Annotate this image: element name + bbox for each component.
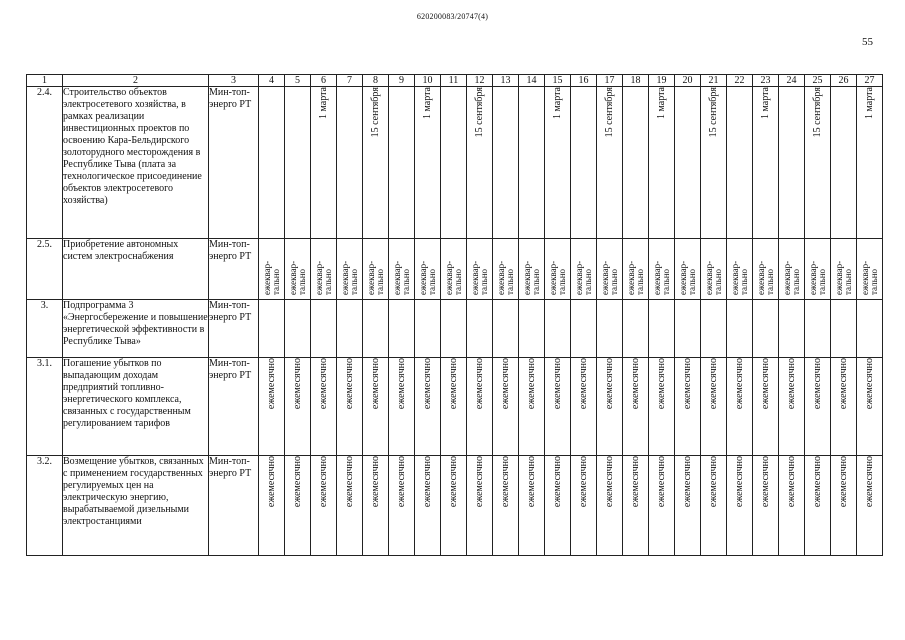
- schedule-cell: [727, 456, 753, 556]
- schedule-cell-text: ежемесячно: [707, 358, 719, 410]
- schedule-cell: [623, 456, 649, 556]
- schedule-cell: [571, 300, 597, 358]
- activity-name: Приобретение автономных систем электроснабжения: [63, 239, 209, 300]
- schedule-cell-text: ежемесячно: [421, 456, 433, 508]
- schedule-cell: [285, 456, 311, 556]
- schedule-cell: [753, 239, 779, 300]
- schedule-cell: [519, 87, 545, 239]
- schedule-cell: [597, 87, 623, 239]
- schedule-cell: [363, 358, 389, 456]
- column-number-cell: 27: [857, 75, 883, 87]
- schedule-cell: [623, 239, 649, 300]
- schedule-cell: [805, 300, 831, 358]
- schedule-cell: [857, 300, 883, 358]
- schedule-cell: [701, 300, 727, 358]
- column-number-cell: 14: [519, 75, 545, 87]
- schedule-cell-text: ежемесячно: [733, 456, 745, 508]
- schedule-cell-text: 15 сентября: [707, 87, 719, 138]
- schedule-cell-text: ежемесячно: [551, 358, 563, 410]
- schedule-cell-text: ежемесячно: [421, 358, 433, 410]
- table-row: [27, 239, 883, 300]
- schedule-cell: [545, 456, 571, 556]
- schedule-cell: [311, 358, 337, 456]
- table-row: [27, 456, 883, 556]
- schedule-cell-text: ежемесячно: [499, 456, 511, 508]
- responsible-executor: Мин-топ-энерго РТ: [209, 87, 259, 239]
- schedule-cell: [363, 300, 389, 358]
- schedule-cell: [441, 300, 467, 358]
- column-number-cell: 7: [337, 75, 363, 87]
- schedule-cell-text: ежемесячно: [811, 358, 823, 410]
- schedule-cell: [779, 456, 805, 556]
- schedule-cell: [831, 456, 857, 556]
- schedule-cell-text: ежемесячно: [551, 456, 563, 508]
- column-number-cell: 18: [623, 75, 649, 87]
- schedule-cell-text: ежеквар-тально: [599, 260, 619, 295]
- schedule-cell: [259, 456, 285, 556]
- column-number-cell: 20: [675, 75, 701, 87]
- schedule-cell-text: ежемесячно: [785, 358, 797, 410]
- schedule-cell: [467, 358, 493, 456]
- schedule-cell: [649, 358, 675, 456]
- schedule-cell: [623, 87, 649, 239]
- schedule-cell: [259, 300, 285, 358]
- schedule-cell: [727, 87, 753, 239]
- schedule-cell: [311, 300, 337, 358]
- schedule-cell: [649, 300, 675, 358]
- schedule-cell-text: ежемесячно: [603, 456, 615, 508]
- column-number-cell: 3: [209, 75, 259, 87]
- column-number-cell: 19: [649, 75, 675, 87]
- schedule-cell: [623, 358, 649, 456]
- schedule-cell-text: 15 сентября: [603, 87, 615, 138]
- column-number-cell: 13: [493, 75, 519, 87]
- schedule-cell-text: ежеквар-тально: [417, 260, 437, 295]
- schedule-cell: [545, 358, 571, 456]
- schedule-cell-text: ежемесячно: [473, 456, 485, 508]
- schedule-cell: [389, 87, 415, 239]
- schedule-cell-text: ежеквар-тально: [313, 260, 333, 295]
- schedule-cell: [675, 239, 701, 300]
- schedule-cell: [779, 87, 805, 239]
- schedule-cell-text: ежеквар-тально: [365, 260, 385, 295]
- schedule-cell: [831, 87, 857, 239]
- schedule-cell-text: 1 марта: [863, 87, 875, 119]
- schedule-cell-text: 15 сентября: [473, 87, 485, 138]
- schedule-cell: [285, 87, 311, 239]
- schedule-cell-text: ежемесячно: [759, 358, 771, 410]
- schedule-cell: [467, 87, 493, 239]
- schedule-cell: [415, 300, 441, 358]
- schedule-cell: [753, 358, 779, 456]
- schedule-cell: [259, 358, 285, 456]
- table-row: [27, 300, 883, 358]
- table-row: [27, 358, 883, 456]
- schedule-cell: [337, 87, 363, 239]
- schedule-cell-text: 1 марта: [551, 87, 563, 119]
- page-number: 55: [862, 36, 873, 48]
- activity-name: Возмещение убытков, связанных с применением государственных регулируемых цен на электрическую энергию, вырабатываемой дизельными электростанциями: [63, 456, 209, 556]
- column-number-cell: 12: [467, 75, 493, 87]
- schedule-cell-text: 15 сентября: [811, 87, 823, 138]
- schedule-cell-text: ежемесячно: [863, 456, 875, 508]
- schedule-cell: [519, 239, 545, 300]
- schedule-cell-text: ежемесячно: [525, 358, 537, 410]
- schedule-cell: [389, 358, 415, 456]
- schedule-cell: [389, 456, 415, 556]
- row-number: 2.5.: [27, 239, 63, 300]
- schedule-cell-text: ежеквар-тально: [677, 260, 697, 295]
- column-number-cell: 6: [311, 75, 337, 87]
- schedule-cell: [545, 239, 571, 300]
- schedule-cell: [701, 358, 727, 456]
- schedule-cell-text: 1 марта: [421, 87, 433, 119]
- schedule-cell-text: ежеквар-тально: [261, 260, 281, 295]
- table-header-row: [27, 75, 883, 87]
- schedule-cell-text: ежемесячно: [759, 456, 771, 508]
- schedule-cell: [415, 87, 441, 239]
- schedule-cell-text: 1 марта: [317, 87, 329, 119]
- schedule-cell: [441, 239, 467, 300]
- schedule-cell-text: ежемесячно: [291, 456, 303, 508]
- responsible-executor: Мин-топ-энерго РТ: [209, 300, 259, 358]
- schedule-cell: [623, 300, 649, 358]
- column-number-cell: 5: [285, 75, 311, 87]
- schedule-cell: [779, 300, 805, 358]
- schedule-cell-text: ежемесячно: [837, 358, 849, 410]
- schedule-cell: [493, 300, 519, 358]
- schedule-cell-text: ежеквар-тально: [573, 260, 593, 295]
- schedule-cell: [441, 87, 467, 239]
- schedule-cell-text: ежеквар-тально: [755, 260, 775, 295]
- table-row: [27, 87, 883, 239]
- schedule-cell: [675, 358, 701, 456]
- schedule-cell: [805, 456, 831, 556]
- schedule-cell: [415, 456, 441, 556]
- schedule-cell-text: ежемесячно: [577, 358, 589, 410]
- column-number-cell: 9: [389, 75, 415, 87]
- schedule-cell-text: 15 сентября: [369, 87, 381, 138]
- schedule-cell: [649, 456, 675, 556]
- schedule-cell-text: ежемесячно: [811, 456, 823, 508]
- schedule-cell-text: ежеквар-тально: [287, 260, 307, 295]
- column-number-cell: 17: [597, 75, 623, 87]
- schedule-cell: [337, 300, 363, 358]
- schedule-cell-text: ежеквар-тально: [443, 260, 463, 295]
- schedule-cell: [493, 358, 519, 456]
- schedule-cell-text: ежеквар-тально: [469, 260, 489, 295]
- schedule-cell-text: ежемесячно: [265, 456, 277, 508]
- schedule-cell: [337, 456, 363, 556]
- schedule-cell: [441, 358, 467, 456]
- schedule-cell-text: ежемесячно: [577, 456, 589, 508]
- schedule-cell: [311, 456, 337, 556]
- schedule-cell-text: ежеквар-тально: [391, 260, 411, 295]
- document-id: 620200083/20747(4): [416, 12, 489, 21]
- schedule-cell: [571, 456, 597, 556]
- schedule-cell-text: ежемесячно: [317, 456, 329, 508]
- schedule-cell: [493, 87, 519, 239]
- column-number-cell: 1: [27, 75, 63, 87]
- schedule-cell-text: ежеквар-тально: [729, 260, 749, 295]
- schedule-cell: [597, 358, 623, 456]
- schedule-cell-text: ежемесячно: [317, 358, 329, 410]
- schedule-cell: [519, 456, 545, 556]
- schedule-cell-text: ежеквар-тально: [859, 260, 879, 295]
- schedule-cell: [675, 300, 701, 358]
- column-number-cell: 4: [259, 75, 285, 87]
- responsible-executor: Мин-топ-энерго РТ: [209, 358, 259, 456]
- schedule-cell-text: 1 марта: [655, 87, 667, 119]
- schedule-cell-text: ежемесячно: [681, 358, 693, 410]
- schedule-cell: [337, 358, 363, 456]
- schedule-cell: [389, 300, 415, 358]
- schedule-cell: [727, 300, 753, 358]
- schedule-cell: [493, 456, 519, 556]
- schedule-cell: [545, 87, 571, 239]
- schedule-cell-text: ежемесячно: [343, 456, 355, 508]
- responsible-executor: Мин-топ-энерго РТ: [209, 456, 259, 556]
- schedule-cell-text: 1 марта: [759, 87, 771, 119]
- schedule-cell: [857, 87, 883, 239]
- schedule-cell-text: ежемесячно: [603, 358, 615, 410]
- schedule-cell: [831, 300, 857, 358]
- schedule-cell: [857, 239, 883, 300]
- schedule-table: [26, 74, 883, 556]
- schedule-cell-text: ежеквар-тально: [703, 260, 723, 295]
- schedule-cell: [831, 358, 857, 456]
- schedule-cell: [285, 358, 311, 456]
- column-number-cell: 24: [779, 75, 805, 87]
- schedule-cell: [519, 300, 545, 358]
- schedule-cell: [597, 239, 623, 300]
- schedule-cell-text: ежеквар-тально: [339, 260, 359, 295]
- schedule-cell-text: ежемесячно: [655, 358, 667, 410]
- schedule-cell: [389, 239, 415, 300]
- column-number-cell: 16: [571, 75, 597, 87]
- schedule-cell: [597, 456, 623, 556]
- schedule-cell-text: ежемесячно: [629, 456, 641, 508]
- column-number-cell: 25: [805, 75, 831, 87]
- schedule-cell-text: ежеквар-тально: [547, 260, 567, 295]
- schedule-cell-text: ежемесячно: [369, 456, 381, 508]
- schedule-cell: [779, 239, 805, 300]
- schedule-cell: [727, 358, 753, 456]
- schedule-cell: [363, 456, 389, 556]
- schedule-cell: [701, 456, 727, 556]
- schedule-cell: [415, 239, 441, 300]
- schedule-cell-text: ежемесячно: [629, 358, 641, 410]
- schedule-cell-text: ежемесячно: [369, 358, 381, 410]
- schedule-cell: [831, 239, 857, 300]
- schedule-cell-text: ежеквар-тально: [521, 260, 541, 295]
- column-number-cell: 15: [545, 75, 571, 87]
- schedule-cell: [753, 87, 779, 239]
- schedule-cell: [467, 456, 493, 556]
- schedule-cell-text: ежемесячно: [395, 358, 407, 410]
- schedule-cell-text: ежеквар-тально: [833, 260, 853, 295]
- schedule-cell: [675, 456, 701, 556]
- schedule-cell: [311, 239, 337, 300]
- schedule-cell-text: ежемесячно: [447, 456, 459, 508]
- schedule-cell-text: ежемесячно: [733, 358, 745, 410]
- schedule-cell: [805, 87, 831, 239]
- schedule-cell: [675, 87, 701, 239]
- schedule-cell: [753, 300, 779, 358]
- schedule-cell: [805, 358, 831, 456]
- schedule-cell-text: ежемесячно: [499, 358, 511, 410]
- column-number-cell: 21: [701, 75, 727, 87]
- schedule-cell: [727, 239, 753, 300]
- column-number-cell: 8: [363, 75, 389, 87]
- column-number-cell: 26: [831, 75, 857, 87]
- schedule-cell: [571, 358, 597, 456]
- row-number: 3.: [27, 300, 63, 358]
- schedule-cell: [285, 300, 311, 358]
- schedule-cell: [311, 87, 337, 239]
- column-number-cell: 2: [63, 75, 209, 87]
- schedule-cell-text: ежемесячно: [473, 358, 485, 410]
- schedule-cell: [441, 456, 467, 556]
- schedule-cell-text: ежемесячно: [447, 358, 459, 410]
- schedule-cell-text: ежеквар-тально: [807, 260, 827, 295]
- schedule-cell: [857, 358, 883, 456]
- schedule-cell: [571, 87, 597, 239]
- schedule-cell: [597, 300, 623, 358]
- activity-name: Строительство объектов электросетевого хозяйства, в рамках реализации инвестиционных проектов по освоению Кара-Бельдирского золоторудного месторождения в Республике Тыва (плата за технологическое присоединение объектов электросетевого хозяйства): [63, 87, 209, 239]
- column-number-cell: 22: [727, 75, 753, 87]
- schedule-cell-text: ежемесячно: [655, 456, 667, 508]
- schedule-cell-text: ежемесячно: [785, 456, 797, 508]
- schedule-cell: [493, 239, 519, 300]
- schedule-cell: [649, 239, 675, 300]
- schedule-cell-text: ежемесячно: [265, 358, 277, 410]
- responsible-executor: Мин-топ-энерго РТ: [209, 239, 259, 300]
- column-number-cell: 11: [441, 75, 467, 87]
- schedule-cell-text: ежемесячно: [681, 456, 693, 508]
- schedule-cell: [467, 300, 493, 358]
- schedule-cell: [363, 87, 389, 239]
- schedule-cell: [519, 358, 545, 456]
- activity-name: Погашение убытков по выпадающим доходам предприятий топливно-энергетического комплекса, связанных с государственным регулированием тарифов: [63, 358, 209, 456]
- schedule-cell-text: ежемесячно: [395, 456, 407, 508]
- schedule-cell-text: ежеквар-тально: [625, 260, 645, 295]
- row-number: 3.2.: [27, 456, 63, 556]
- row-number: 3.1.: [27, 358, 63, 456]
- schedule-cell: [753, 456, 779, 556]
- schedule-cell-text: ежемесячно: [291, 358, 303, 410]
- schedule-cell: [805, 239, 831, 300]
- schedule-cell-text: ежемесячно: [343, 358, 355, 410]
- activity-name: Подпрограмма 3 «Энергосбережение и повышение энергетической эффективности в Республике Тыва»: [63, 300, 209, 358]
- schedule-cell: [649, 87, 675, 239]
- schedule-cell-text: ежеквар-тально: [651, 260, 671, 295]
- schedule-cell: [415, 358, 441, 456]
- schedule-cell-text: ежемесячно: [707, 456, 719, 508]
- schedule-cell: [363, 239, 389, 300]
- schedule-cell: [857, 456, 883, 556]
- column-number-cell: 10: [415, 75, 441, 87]
- schedule-cell: [259, 239, 285, 300]
- column-number-cell: 23: [753, 75, 779, 87]
- schedule-cell: [337, 239, 363, 300]
- schedule-cell-text: ежемесячно: [525, 456, 537, 508]
- schedule-cell: [571, 239, 597, 300]
- schedule-cell: [701, 87, 727, 239]
- schedule-cell: [467, 239, 493, 300]
- schedule-cell-text: ежемесячно: [863, 358, 875, 410]
- schedule-cell: [779, 358, 805, 456]
- schedule-cell-text: ежемесячно: [837, 456, 849, 508]
- schedule-cell: [259, 87, 285, 239]
- schedule-cell: [285, 239, 311, 300]
- schedule-cell-text: ежеквар-тально: [781, 260, 801, 295]
- row-number: 2.4.: [27, 87, 63, 239]
- schedule-cell: [545, 300, 571, 358]
- schedule-cell: [701, 239, 727, 300]
- schedule-cell-text: ежеквар-тально: [495, 260, 515, 295]
